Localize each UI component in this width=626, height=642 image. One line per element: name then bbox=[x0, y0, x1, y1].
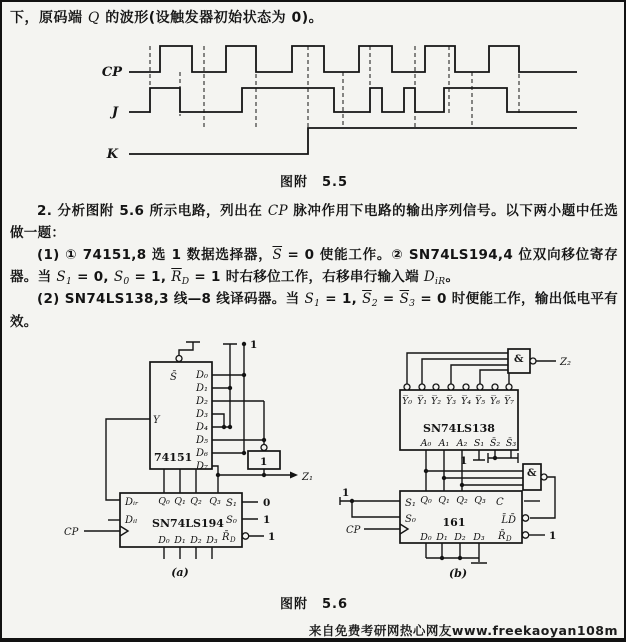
text-run: S bbox=[113, 268, 124, 285]
waveform-j bbox=[129, 88, 577, 112]
sub-b: (b) bbox=[448, 567, 468, 580]
pin-s1: S₁ bbox=[226, 498, 237, 509]
text-run: S bbox=[56, 268, 66, 285]
signal-label-k: K bbox=[106, 147, 118, 162]
y-feedback-wire bbox=[106, 419, 150, 500]
inverter-bubble bbox=[261, 445, 267, 451]
pin-y: Y bbox=[153, 415, 160, 426]
s-tie-one: 1 bbox=[342, 487, 350, 499]
text-run: $\overline{S}$ bbox=[362, 291, 372, 308]
waveform-cp bbox=[129, 46, 577, 72]
pin-s0-161: S₀ bbox=[405, 514, 416, 525]
cp-a-triangle bbox=[120, 526, 128, 536]
circuit-a bbox=[64, 339, 313, 579]
signal-label-j: J bbox=[111, 105, 118, 120]
pin-db0: D₀ bbox=[420, 532, 432, 543]
ld-bubble bbox=[522, 515, 528, 521]
chip-161-label: 161 bbox=[442, 516, 466, 529]
text-run: = 1, bbox=[129, 268, 172, 285]
pin-d7: D₇ bbox=[195, 461, 208, 472]
pin-da3: D₃ bbox=[206, 535, 218, 546]
timing-diagram bbox=[102, 46, 577, 162]
text-run: D bbox=[181, 275, 190, 287]
y-risers bbox=[407, 353, 509, 384]
cp-a-label: CP bbox=[64, 527, 79, 538]
pin-d0: D₀ bbox=[195, 370, 208, 381]
text-run: 1 bbox=[314, 298, 321, 310]
d-ground-wires bbox=[426, 543, 487, 563]
pin-q1: Q₁ bbox=[174, 496, 186, 507]
pin-y6: Y̅₆ bbox=[489, 396, 501, 407]
cp-b-triangle bbox=[400, 524, 408, 534]
fig55-caption: 图附 5.5 bbox=[279, 175, 349, 190]
text-run: Q bbox=[87, 10, 100, 26]
problem-item-1 bbox=[10, 245, 618, 290]
z2-label: Z₂ bbox=[560, 357, 571, 368]
sub-a: (a) bbox=[171, 566, 189, 579]
text-run: CP bbox=[267, 203, 288, 219]
pin-s1-161: S₁ bbox=[405, 498, 416, 509]
nand2-bubble bbox=[541, 474, 547, 480]
pin-d1: D₁ bbox=[195, 383, 208, 394]
pin-db2: D₂ bbox=[454, 532, 466, 543]
ld-wire bbox=[530, 477, 555, 518]
pin-qb3: Q₃ bbox=[474, 495, 486, 506]
pin-s0: S₀ bbox=[226, 515, 237, 526]
text-run: 3 bbox=[409, 298, 416, 310]
text-run: $\overline{R}$ bbox=[171, 268, 182, 285]
d-input-wires bbox=[212, 375, 264, 475]
pin-ld: L̄D̄ bbox=[501, 515, 516, 526]
waveform-k bbox=[129, 128, 577, 154]
pin-y0: Y̅₀ bbox=[401, 396, 413, 407]
text-run: 。 bbox=[445, 268, 460, 285]
pin-q2: Q₂ bbox=[190, 496, 202, 507]
nand1-label: & bbox=[514, 353, 524, 365]
pin-a2: A₂ bbox=[456, 438, 468, 449]
nand1-bubble bbox=[530, 358, 536, 364]
text-run: $\overline{S}$ bbox=[272, 246, 283, 263]
text-run: = 0 时便能工作，输出低电平有效。 bbox=[10, 291, 619, 331]
text-run: (1) ① 74151,8 选 1 数据选择器， bbox=[37, 246, 273, 263]
fig56-caption: 图附 5.6 bbox=[279, 597, 349, 612]
s-tie-wires bbox=[340, 497, 400, 517]
s1-tie-one: 1 bbox=[460, 455, 468, 467]
pin-da1: D₁ bbox=[174, 535, 186, 546]
pin-s3b: S̄₃ bbox=[505, 438, 517, 449]
pin-rd: R̄ bbox=[222, 532, 230, 543]
cp-b-label: CP bbox=[346, 525, 361, 536]
pin-y7: Y̅₇ bbox=[503, 396, 515, 407]
inverter-label: 1 bbox=[260, 456, 268, 468]
pin-d4: D₄ bbox=[195, 422, 208, 433]
text-run: 脉冲作用下电路的输出序列信号。以下两小题中任选做一题： bbox=[10, 203, 618, 241]
pin-da0: D₀ bbox=[158, 535, 170, 546]
sel-bubble bbox=[176, 356, 182, 362]
pin-d5: D₅ bbox=[195, 435, 208, 446]
rd-bubble bbox=[242, 533, 248, 539]
problem-intro bbox=[10, 201, 618, 245]
pin-s1b: S₁ bbox=[473, 438, 485, 449]
text-run: (2) SN74LS138,3 线—8 线译码器。当 bbox=[37, 291, 305, 308]
text-run: D bbox=[423, 268, 436, 285]
pin-rdb-sub: D bbox=[506, 535, 512, 543]
pin-qb2: Q₂ bbox=[456, 495, 468, 506]
watermark: 来自免费考研网热心网友www.freekaoyan108m bbox=[308, 623, 618, 638]
pin-qb0: Q₀ bbox=[420, 495, 432, 506]
mux-addr-wires bbox=[164, 469, 218, 493]
pin-dir: Dᵢᵣ bbox=[125, 497, 139, 508]
problem-item-2 bbox=[10, 289, 618, 334]
text-run: = 0, bbox=[72, 268, 114, 285]
pin-db3: D₃ bbox=[473, 532, 485, 543]
text-run: 2 bbox=[371, 298, 378, 310]
pin-qb1: Q₁ bbox=[438, 495, 450, 506]
d-rails bbox=[223, 344, 264, 453]
z1-arrow bbox=[290, 472, 298, 479]
s1-tie-high bbox=[473, 450, 485, 460]
pin-y2: Y̅₂ bbox=[430, 396, 442, 407]
pin-sel: S̄ bbox=[170, 372, 177, 383]
text-run: = bbox=[377, 291, 400, 308]
z1-label: Z₁ bbox=[302, 472, 313, 483]
pin-s2b: S̄₂ bbox=[489, 438, 501, 449]
chip-74151-label: 74151 bbox=[154, 451, 193, 464]
text-run: 的波形(设触发器初始状态为 0)。 bbox=[99, 10, 324, 26]
text-run: 0 bbox=[123, 275, 130, 287]
s-stubs bbox=[242, 502, 264, 536]
s0-value: 1 bbox=[263, 514, 271, 526]
high-flag bbox=[179, 342, 200, 356]
pin-da2: D₂ bbox=[190, 535, 202, 546]
text-run: S bbox=[304, 291, 315, 308]
s1-value: 0 bbox=[263, 497, 271, 509]
rdb-value: 1 bbox=[549, 530, 557, 542]
pin-c: C bbox=[496, 497, 504, 508]
pin-d6: D₆ bbox=[195, 448, 208, 459]
pin-rd-sub: D bbox=[230, 536, 236, 544]
text-run: 2. 分析图附 5.6 所示电路，列出在 bbox=[37, 203, 268, 219]
nand2-label: & bbox=[527, 467, 537, 479]
text-run: = 0 使能工作。② SN74LS194,4 位双向移位寄存器。当 bbox=[10, 246, 618, 285]
problem-text bbox=[10, 201, 618, 334]
text-run: = 1 时右移位工作，右移串行输入端 bbox=[189, 268, 424, 285]
text-run: $\overline{S}$ bbox=[399, 291, 410, 308]
pin-y4: Y̅₄ bbox=[460, 396, 472, 407]
rail-one: 1 bbox=[250, 339, 258, 351]
pin-q0: Q₀ bbox=[158, 496, 170, 507]
signal-label-cp: CP bbox=[101, 65, 122, 80]
pin-q3: Q₃ bbox=[209, 496, 221, 507]
pin-dil: Dᵢₗ bbox=[125, 515, 138, 526]
pin-db1: D₁ bbox=[436, 532, 448, 543]
chip-74ls194-label: SN74LS194 bbox=[152, 517, 224, 530]
pin-y5: Y̅₅ bbox=[474, 396, 486, 407]
text-run: = 1, bbox=[320, 291, 363, 308]
pin-y3: Y̅₃ bbox=[445, 396, 457, 407]
pin-rdb: R̄ bbox=[498, 531, 506, 542]
rd-value: 1 bbox=[268, 531, 276, 543]
text-run: iR bbox=[435, 275, 446, 287]
s23-tie-low bbox=[488, 450, 518, 463]
text-run: 1 bbox=[65, 275, 73, 287]
pin-d3: D₃ bbox=[195, 409, 208, 420]
pin-y1: Y̅₁ bbox=[416, 396, 428, 407]
circuit-b bbox=[340, 349, 571, 580]
pin-a0: A₀ bbox=[420, 438, 432, 449]
rdb-bubble bbox=[522, 532, 528, 538]
chip-74ls138-label: SN74LS138 bbox=[423, 422, 495, 435]
pin-a1: A₁ bbox=[438, 438, 450, 449]
pin-d2: D₂ bbox=[195, 396, 208, 407]
nand2-inputs bbox=[426, 471, 523, 485]
da-stubs bbox=[164, 547, 212, 559]
text-run: 下，原码端 bbox=[10, 10, 88, 26]
